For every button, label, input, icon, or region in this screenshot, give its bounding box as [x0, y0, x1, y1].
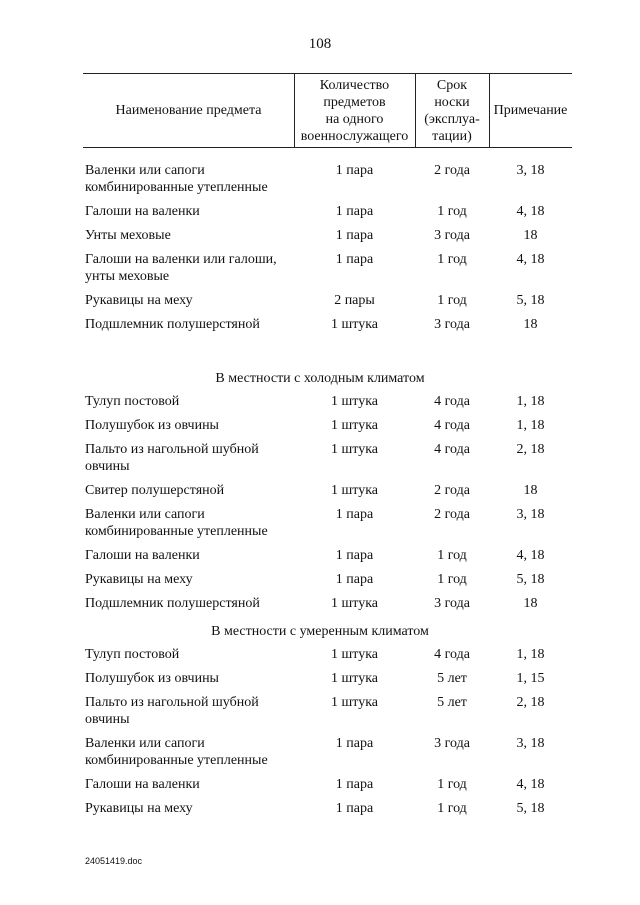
row-term: 3 года: [434, 736, 470, 751]
row-term: 3 года: [434, 317, 470, 332]
row-note: 18: [523, 596, 538, 611]
row-note: 5, 18: [516, 293, 545, 308]
row-term: 1 год: [437, 293, 467, 308]
row-name: Рукавицы на меху: [85, 801, 193, 816]
row-name: Полушубок из овчины: [85, 671, 219, 686]
row-note: 5, 18: [516, 572, 545, 587]
row-name: Рукавицы на меху: [85, 293, 193, 308]
row-note: 4, 18: [516, 204, 545, 219]
page-number: 108: [308, 36, 332, 52]
row-term: 4 года: [434, 442, 470, 457]
row-term: 1 год: [437, 777, 467, 792]
row-quantity: 1 пара: [335, 163, 374, 178]
row-note: 1, 18: [516, 418, 545, 433]
row-name: Галоши на валенки: [85, 548, 200, 563]
row-name: Галоши на валенки: [85, 777, 200, 792]
row-name: Подшлемник полушерстяной: [85, 317, 260, 332]
row-term: 2 года: [434, 163, 470, 178]
row-note: 4, 18: [516, 252, 545, 267]
row-name: Свитер полушерстяной: [85, 483, 225, 498]
row-quantity: 1 штука: [330, 695, 379, 710]
row-quantity: 1 пара: [335, 736, 374, 751]
row-quantity: 1 пара: [335, 228, 374, 243]
row-quantity: 1 пара: [335, 204, 374, 219]
row-note: 3, 18: [516, 163, 545, 178]
row-quantity: 1 штука: [330, 483, 379, 498]
section-title: В местности с умеренным климатом: [211, 624, 429, 639]
row-note: 2, 18: [516, 442, 545, 457]
section-title: В местности с холодным климатом: [215, 371, 425, 386]
row-name: Валенки или сапоги комбинированные утепленные: [85, 507, 268, 539]
row-term: 5 лет: [437, 671, 467, 686]
row-name: Рукавицы на меху: [85, 572, 193, 587]
row-name: Пальто из нагольной шубной овчины: [85, 695, 259, 727]
row-term: 4 года: [434, 394, 470, 409]
row-term: 3 года: [434, 596, 470, 611]
row-quantity: 1 штука: [330, 442, 379, 457]
row-name: Тулуп постовой: [85, 647, 180, 662]
row-quantity: 1 штука: [330, 671, 379, 686]
row-note: 4, 18: [516, 777, 545, 792]
row-note: 1, 15: [516, 671, 545, 686]
row-note: 3, 18: [516, 507, 545, 522]
row-name: Полушубок из овчины: [85, 418, 219, 433]
row-term: 3 года: [434, 228, 470, 243]
row-term: 1 год: [437, 548, 467, 563]
row-quantity: 1 штука: [330, 317, 379, 332]
row-name: Галоши на валенки: [85, 204, 200, 219]
row-name: Тулуп постовой: [85, 394, 180, 409]
row-name: Валенки или сапоги комбинированные утепленные: [85, 163, 268, 195]
row-quantity: 1 пара: [335, 507, 374, 522]
row-term: 1 год: [437, 572, 467, 587]
row-quantity: 1 пара: [335, 801, 374, 816]
row-quantity: 1 пара: [335, 572, 374, 587]
header-name: Наименование предмета: [115, 103, 262, 118]
header-note: Примечание: [493, 103, 568, 118]
row-quantity: 1 штука: [330, 647, 379, 662]
row-note: 1, 18: [516, 647, 545, 662]
row-name: Подшлемник полушерстяной: [85, 596, 260, 611]
row-note: 18: [523, 228, 538, 243]
row-quantity: 1 пара: [335, 548, 374, 563]
row-term: 2 года: [434, 507, 470, 522]
row-note: 1, 18: [516, 394, 545, 409]
row-term: 1 год: [437, 204, 467, 219]
row-name: Пальто из нагольной шубной овчины: [85, 442, 259, 474]
row-quantity: 2 пары: [334, 293, 375, 308]
row-note: 18: [523, 317, 538, 332]
header-qty: Количество предметов на одного военнослужащего: [300, 77, 409, 144]
row-term: 1 год: [437, 801, 467, 816]
table-header: [83, 73, 572, 148]
row-name: Галоши на валенки или галоши, унты меховые: [85, 252, 277, 284]
row-quantity: 1 штука: [330, 596, 379, 611]
row-term: 4 года: [434, 418, 470, 433]
row-quantity: 1 штука: [330, 394, 379, 409]
row-name: Валенки или сапоги комбинированные утепленные: [85, 736, 268, 768]
row-note: 3, 18: [516, 736, 545, 751]
footer-filename: 24051419.doc: [85, 856, 143, 866]
row-name: Унты меховые: [85, 228, 171, 243]
row-note: 5, 18: [516, 801, 545, 816]
row-term: 4 года: [434, 647, 470, 662]
row-quantity: 1 пара: [335, 777, 374, 792]
row-term: 5 лет: [437, 695, 467, 710]
row-quantity: 1 пара: [335, 252, 374, 267]
row-quantity: 1 штука: [330, 418, 379, 433]
row-note: 18: [523, 483, 538, 498]
row-term: 1 год: [437, 252, 467, 267]
row-term: 2 года: [434, 483, 470, 498]
header-term: Срок носки (эксплуа- тации): [424, 77, 480, 144]
row-note: 2, 18: [516, 695, 545, 710]
row-note: 4, 18: [516, 548, 545, 563]
